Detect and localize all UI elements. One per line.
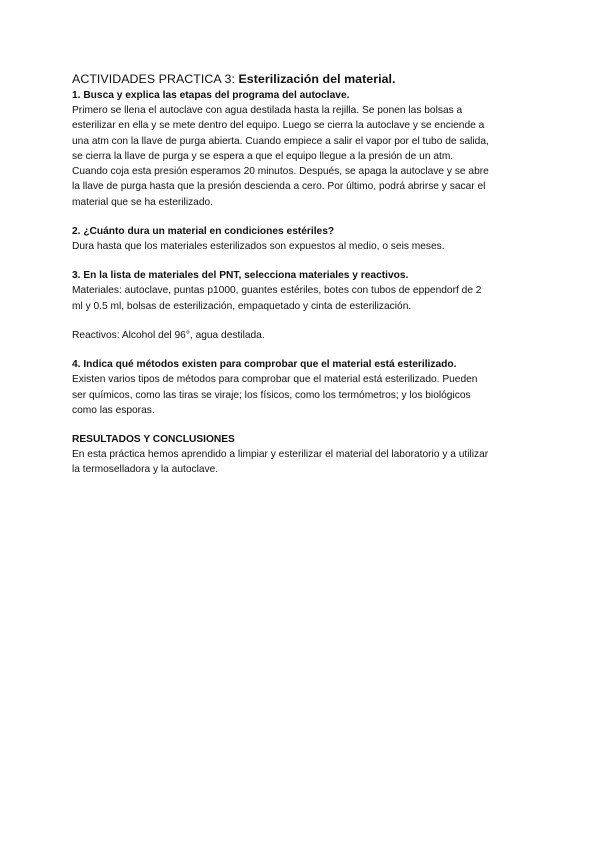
answer-4-line: ser químicos, como las tiras se viraje; los físicos, como los termómetros; y los biológicos: [72, 389, 471, 401]
spacer: [72, 314, 534, 328]
answer-3-line: Materiales: autoclave, puntas p1000, guantes estériles, botes con tubos de eppendorf de 2: [72, 285, 482, 297]
results-heading: RESULTADOS Y CONCLUSIONES: [72, 434, 235, 446]
question-3: 3. En la lista de materiales del PNT, selecciona materiales y reactivos.: [72, 270, 409, 282]
results-line: la termoselladora y la autoclave.: [72, 464, 219, 476]
page-title: [72, 70, 534, 88]
question-2: 2. ¿Cuánto dura un material en condiciones estériles?: [72, 226, 335, 238]
question-1: 1. Busca y explica las etapas del programa del autoclave.: [72, 90, 350, 101]
answer-1-line: esterilizar en ella y se mete dentro del equipo. Luego se cierra la autoclave y se enciende a: [72, 120, 485, 132]
answer-1-line: se cierra la llave de purga y se espera a que el equipo llegue a la presión de un atm.: [72, 150, 454, 162]
answer-1-line: material que se ha esterilizado.: [72, 196, 214, 208]
spacer: [72, 254, 534, 268]
answer-2-line: Dura hasta que los materiales esterilizados son expuestos al medio, o seis meses.: [72, 241, 445, 253]
spacer: [72, 418, 534, 432]
answer-1-line: la llave de purga hasta que la presión descienda a cero. Por último, podrá abrirse y sacar el: [72, 181, 486, 193]
answer-1-line: Cuando coja esta presión esperamos 20 minutos. Después, se apaga la autoclave y se abre: [72, 166, 489, 178]
spacer: [72, 210, 534, 224]
document-page: [72, 70, 534, 478]
reagents-line: Reactivos: Alcohol del 96°, agua destilada.: [72, 329, 265, 341]
answer-3-line: ml y 0.5 ml, bolsas de esterilización, empaquetado y cinta de esterilización.: [72, 300, 412, 312]
answer-1-line: Primero se llena el autoclave con agua destilada hasta la rejilla. Se ponen las bolsas a: [72, 105, 463, 116]
results-line: En esta práctica hemos aprendido a limpiar y esterilizar el material del laboratorio y a utilizar: [72, 449, 489, 461]
answer-1-line: una atm con la llave de purga abierta. Cuando empiece a salir el vapor por el tubo de salida,: [72, 135, 489, 147]
question-4: 4. Indica qué métodos existen para comprobar que el material está esterilizado.: [72, 359, 457, 371]
answer-4-line: como las esporas.: [72, 404, 155, 416]
title-prefix: ACTIVIDADES PRACTICA 3:: [72, 72, 235, 86]
spacer: [72, 343, 534, 357]
answer-4-line: Existen varios tipos de métodos para comprobar que el material está esterilizado. Pueden: [72, 374, 478, 386]
title-suffix: Esterilización del material.: [238, 72, 396, 86]
